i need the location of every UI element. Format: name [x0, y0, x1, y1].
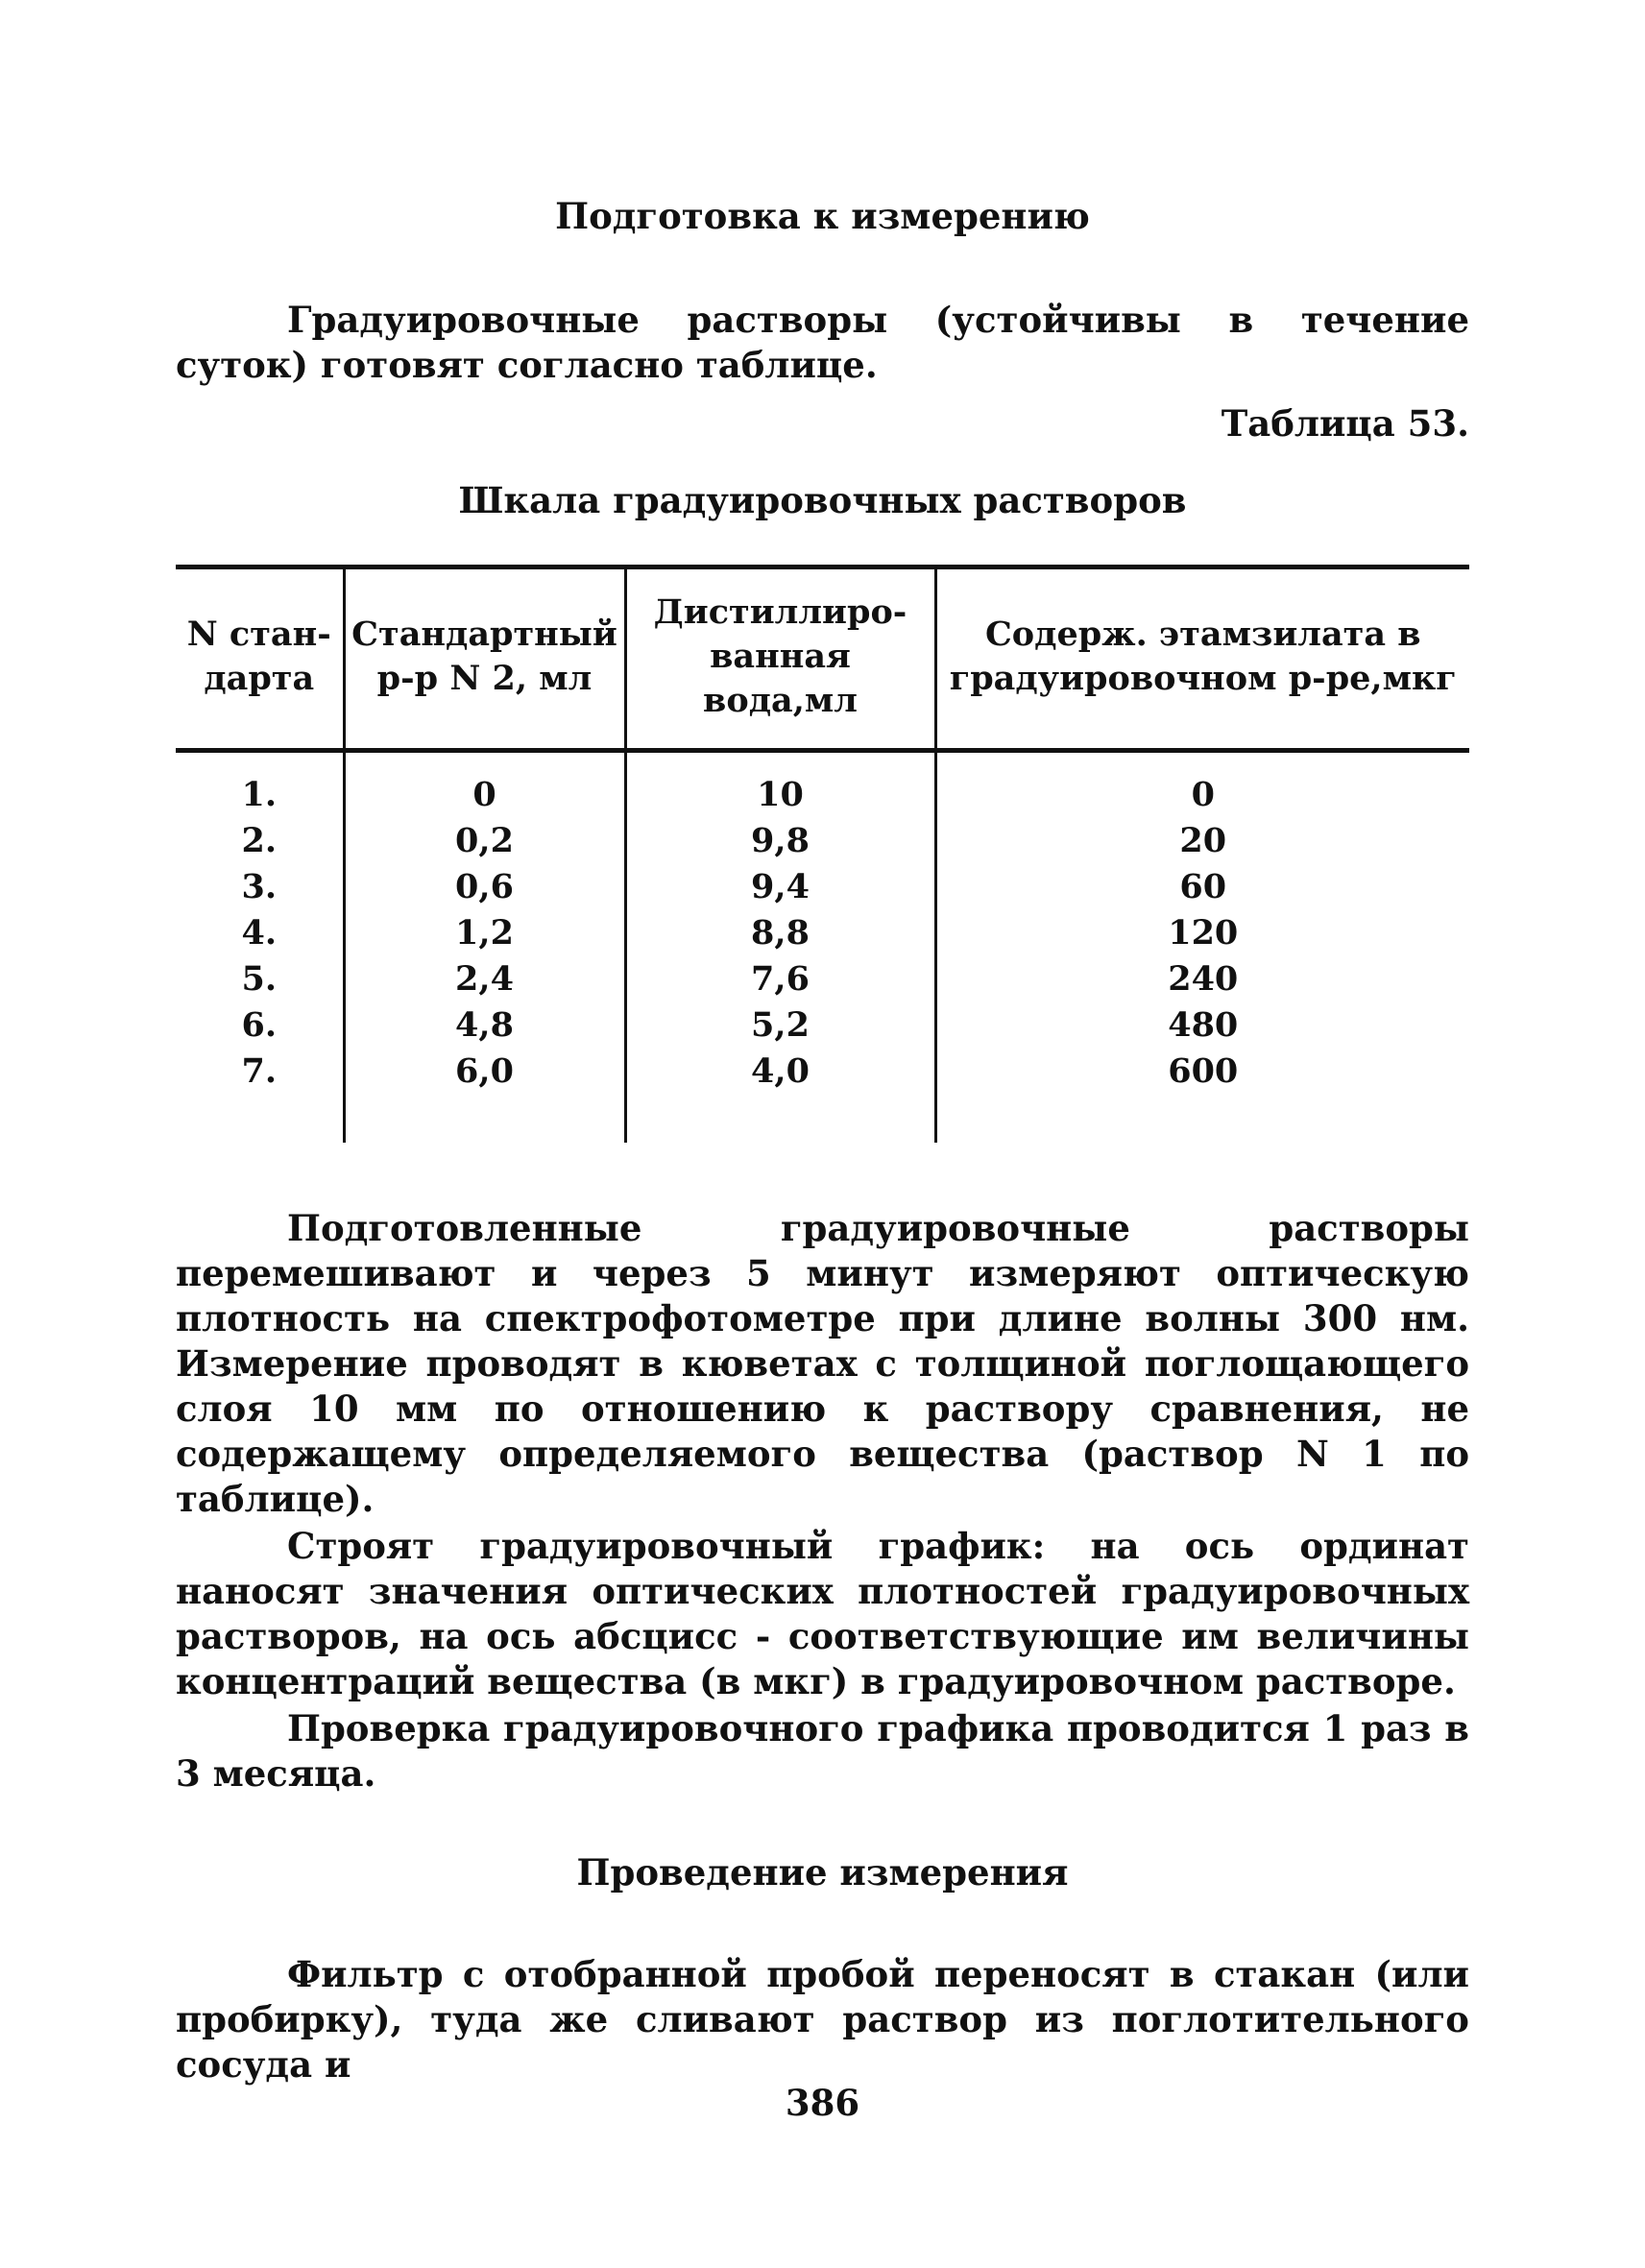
cell-number: 5. — [241, 959, 278, 999]
section-heading-preparation: Подготовка к измерению — [555, 195, 1090, 237]
page-number: 386 — [785, 2082, 860, 2124]
cell-water: 5,2 — [625, 1002, 935, 1049]
document-page — [176, 192, 1469, 2087]
cell-water: 9,4 — [625, 864, 935, 910]
cell-standard: 0 — [344, 751, 625, 819]
cell-number: 3. — [241, 867, 278, 906]
cell-number: 6. — [241, 1005, 278, 1045]
table-row — [176, 818, 1469, 864]
table-row — [176, 1049, 1469, 1095]
table-spacer-row — [176, 1095, 1469, 1143]
section-heading-measurement: Проведение измерения — [576, 1851, 1069, 1894]
cell-standard: 2,4 — [344, 956, 625, 1002]
cell-water: 10 — [625, 751, 935, 819]
table-row — [176, 1002, 1469, 1049]
cell-standard: 6,0 — [344, 1049, 625, 1095]
header-standard-solution: Стандартный р-р N 2, мл — [344, 567, 625, 751]
cell-water: 8,8 — [625, 910, 935, 956]
table-row — [176, 956, 1469, 1002]
cell-content: 120 — [935, 910, 1469, 956]
cell-water: 4,0 — [625, 1049, 935, 1095]
header-distilled-water: Дистиллиро- ванная вода,мл — [625, 567, 935, 751]
calibration-table — [176, 565, 1469, 1143]
cell-number: 7. — [241, 1051, 278, 1091]
paragraph-calibration-graph: Строят градуировочный график: на ось ординат наносят значения оптических плотностей градуировочных растворов, на ось абсцисс - соответствующие им величины концентраций вещества (в мкг) в градуировочном растворе. — [176, 1525, 1469, 1702]
paragraph-measurement: Подготовленные градуировочные растворы перемешивают и через 5 минут измеряют оптическую плотность на спектрофотометре при длине волны 300 нм. Измерение проводят в кюветах с толщиной поглощающего слоя 10 мм по отношению к раствору сравнения, не содержащему определяемого вещества (раствор N 1 по таблице). — [176, 1207, 1469, 1520]
cell-number: 4. — [241, 913, 278, 953]
cell-content: 20 — [935, 818, 1469, 864]
header-etamsylate-content: Содерж. этамзилата в градуировочном р-ре,мкг — [935, 567, 1469, 751]
cell-standard: 1,2 — [344, 910, 625, 956]
cell-content: 480 — [935, 1002, 1469, 1049]
cell-standard: 0,6 — [344, 864, 625, 910]
table-row — [176, 910, 1469, 956]
paragraph-graph-check: Проверка градуировочного графика проводится 1 раз в 3 месяца. — [176, 1707, 1469, 1795]
cell-content: 60 — [935, 864, 1469, 910]
table-label: Таблица 53. — [1221, 402, 1469, 445]
cell-content: 0 — [935, 751, 1469, 819]
table-row — [176, 751, 1469, 819]
cell-content: 600 — [935, 1049, 1469, 1095]
cell-standard: 4,8 — [344, 1002, 625, 1049]
cell-content: 240 — [935, 956, 1469, 1002]
cell-standard: 0,2 — [344, 818, 625, 864]
cell-number: 2. — [241, 821, 278, 860]
cell-water: 9,8 — [625, 818, 935, 864]
table-title: Шкала градуировочных растворов — [458, 479, 1187, 521]
table-row — [176, 864, 1469, 910]
paragraph-procedure: Фильтр с отобранной пробой переносят в стакан (или пробирку), туда же сливают раствор из поглотительного сосуда и — [176, 1953, 1469, 2086]
table-header-row — [176, 567, 1469, 751]
cell-number: 1. — [241, 775, 278, 814]
header-standard-number: N стан- дарта — [176, 567, 344, 751]
cell-water: 7,6 — [625, 956, 935, 1002]
intro-paragraph: Градуировочные растворы (устойчивы в течение суток) готовят согласно таблице. — [176, 299, 1469, 386]
